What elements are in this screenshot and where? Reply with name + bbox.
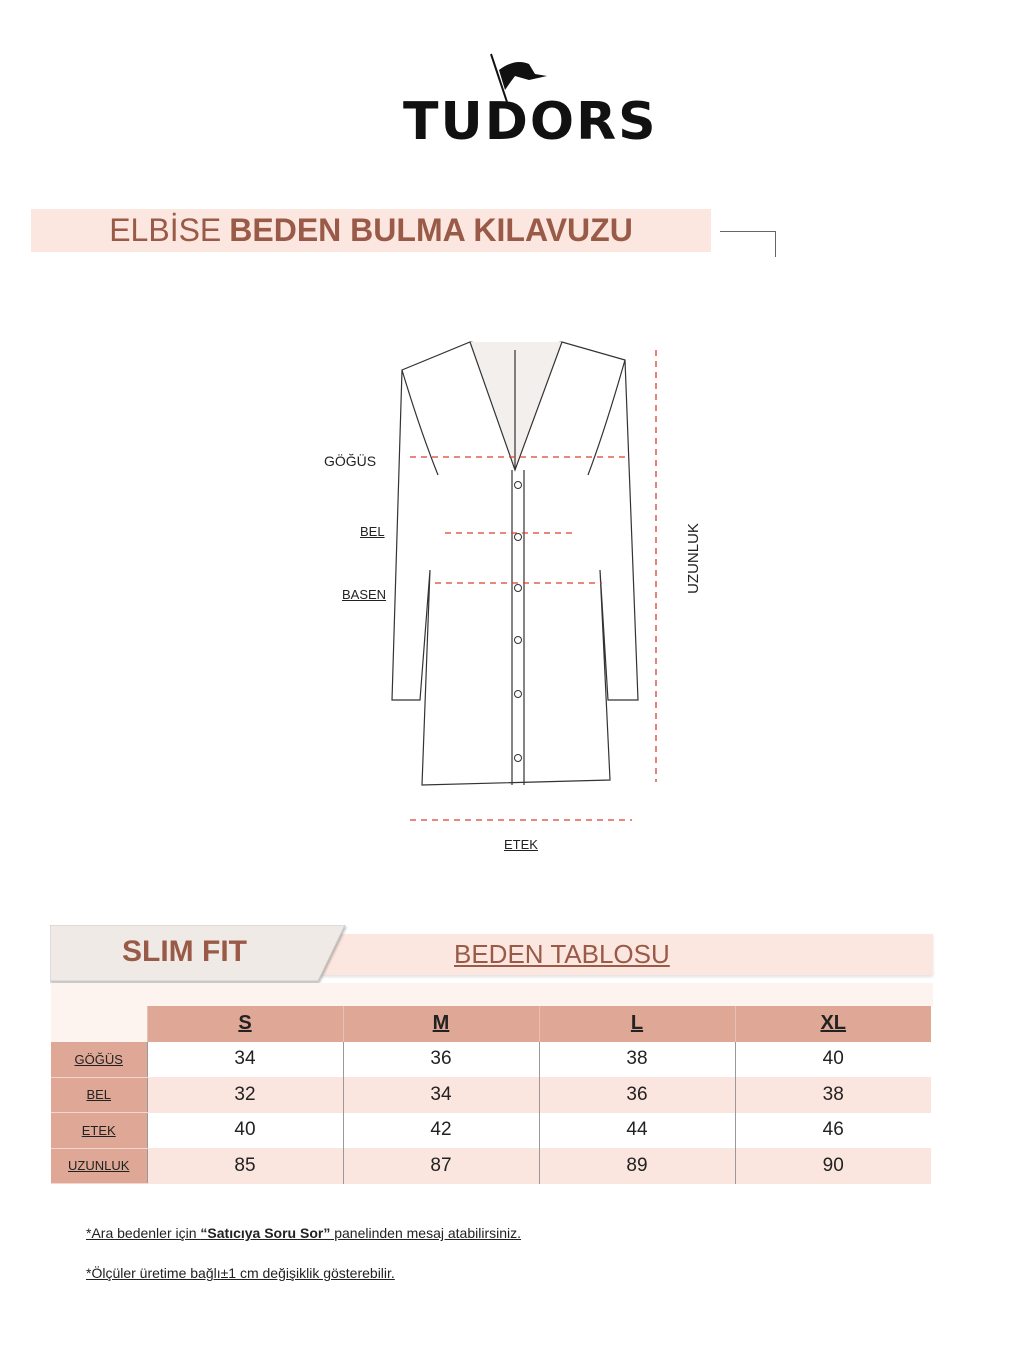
cell: 40 (735, 1042, 931, 1078)
cell: 34 (343, 1077, 539, 1113)
note-1 (86, 1225, 521, 1241)
row-label: ETEK (51, 1113, 147, 1149)
label-bel: BEL (360, 524, 385, 539)
corner-cell (51, 1006, 147, 1042)
label-etek: ETEK (504, 837, 538, 852)
title-light: ELBİSE (109, 212, 222, 248)
logo-text: TUDORS (403, 92, 658, 152)
cell: 89 (539, 1148, 735, 1184)
cell: 42 (343, 1113, 539, 1149)
table-row (51, 1042, 931, 1078)
table-heading: BEDEN TABLOSU (454, 939, 670, 969)
fit-tab (50, 925, 345, 983)
cell: 38 (735, 1077, 931, 1113)
title-bold: BEDEN BULMA KILAVUZU (229, 212, 633, 248)
label-basen: BASEN (342, 587, 387, 602)
cell: 40 (147, 1113, 343, 1149)
dress-diagram (380, 330, 680, 840)
table-heading-bar (320, 934, 933, 975)
cell: 90 (735, 1148, 931, 1184)
cell: 32 (147, 1077, 343, 1113)
note-1-post: panelinden mesaj atabilirsiniz. (330, 1225, 522, 1241)
cell: 85 (147, 1148, 343, 1184)
table-row (51, 1113, 931, 1149)
cell: 36 (343, 1042, 539, 1078)
row-label: UZUNLUK (51, 1148, 147, 1184)
table-row (51, 1148, 931, 1184)
note-1-bold: “Satıcıya Soru Sor” (200, 1225, 331, 1241)
table-band (51, 983, 933, 1006)
row-label: BEL (51, 1077, 147, 1113)
cell: 38 (539, 1042, 735, 1078)
size-xl: XL (735, 1006, 931, 1042)
label-gogus: GÖĞÜS (324, 453, 377, 469)
note-2: *Ölçüler üretime bağlı±1 cm değişiklik gösterebilir. (86, 1265, 395, 1281)
note-1-pre: *Ara bedenler için (86, 1225, 201, 1241)
corner-decoration (720, 231, 776, 257)
size-header-row (51, 1006, 931, 1042)
row-label: GÖĞÜS (51, 1042, 147, 1078)
fit-label: SLIM FIT (122, 935, 247, 968)
size-m: M (343, 1006, 539, 1042)
cell: 36 (539, 1077, 735, 1113)
brand-logo (400, 50, 658, 152)
cell: 44 (539, 1113, 735, 1149)
label-uzunluk: UZUNLUK (684, 523, 702, 594)
size-table (51, 1006, 931, 1184)
size-s: S (147, 1006, 343, 1042)
size-l: L (539, 1006, 735, 1042)
cell: 46 (735, 1113, 931, 1149)
cell: 34 (147, 1042, 343, 1078)
table-row (51, 1077, 931, 1113)
cell: 87 (343, 1148, 539, 1184)
page-title (31, 209, 711, 252)
